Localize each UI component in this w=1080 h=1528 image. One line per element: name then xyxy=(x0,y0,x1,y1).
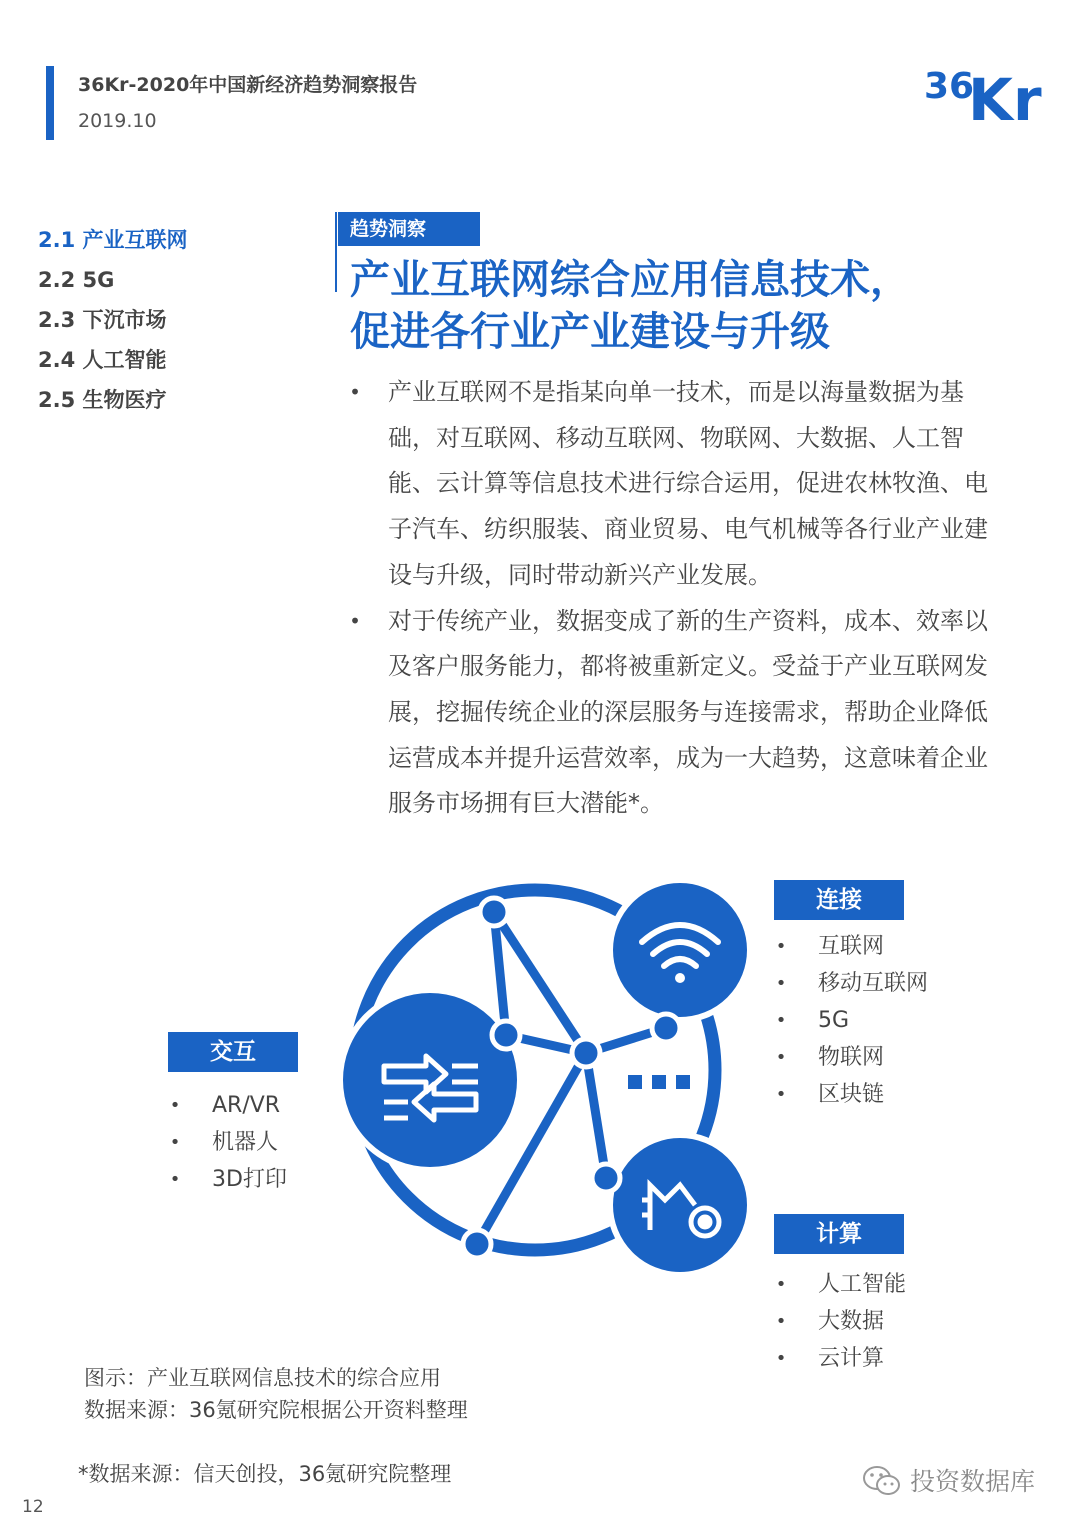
bullet-paragraph xyxy=(345,599,1005,828)
caption-source: 数据来源：36氪研究院根据公开资料整理 xyxy=(84,1398,468,1422)
bullet-dot-icon: • xyxy=(775,1348,787,1369)
list-item: • 互联网 xyxy=(774,928,928,965)
list-item: • 5G xyxy=(774,1002,928,1039)
bullet-dot-icon: • xyxy=(169,1095,181,1116)
bullet-dot-icon: • xyxy=(349,380,361,404)
list-item: • 机器人 xyxy=(168,1124,287,1161)
list-item: • 大数据 xyxy=(774,1303,906,1340)
bullet-paragraph xyxy=(345,370,1005,599)
list-item: • 区块链 xyxy=(774,1076,928,1113)
bullet-dot-icon: • xyxy=(775,936,787,957)
section-nav xyxy=(38,224,188,424)
report-title: 36Kr-2020年中国新经济趋势洞察报告 xyxy=(78,74,418,96)
list-item: • AR/VR xyxy=(168,1087,287,1124)
wechat-icon xyxy=(862,1464,902,1498)
bullet-dot-icon: • xyxy=(349,608,361,633)
toc-item-lower-tier-market[interactable]: 2.3 下沉市场 xyxy=(38,308,167,332)
list-item: • 移动互联网 xyxy=(774,965,928,1002)
interact-node xyxy=(340,990,520,1170)
bullet-dot-icon: • xyxy=(775,1047,787,1068)
bullet-dot-icon: • xyxy=(775,1274,787,1295)
interact-label: 交互 xyxy=(168,1032,298,1072)
compute-list xyxy=(774,1266,906,1377)
bullet-dot-icon: • xyxy=(775,1311,787,1332)
ellipsis-icon xyxy=(628,1075,690,1089)
connect-label: 连接 xyxy=(774,880,904,920)
36kr-logo xyxy=(924,58,1044,128)
section-tag: 趋势洞察 xyxy=(338,212,480,246)
bullet-dot-icon: • xyxy=(775,973,787,994)
bullet-text: 产业互联网不是指某向单一技术，而是以海量数据为基础，对互联网、移动互联网、物联网、大数据、人工智能、云计算等信息技术进行综合运用，促进农林牧渔、电子汽车、纺织服装、商业贸易、电气机械等各行业产业建设与升级，同时带动新兴产业发展。 xyxy=(388,378,988,589)
report-date: 2019.10 xyxy=(78,110,157,132)
interact-list xyxy=(168,1087,287,1198)
list-item: • 人工智能 xyxy=(774,1266,906,1303)
headline xyxy=(350,254,910,358)
header-accent-bar xyxy=(46,66,54,140)
list-item: • 云计算 xyxy=(774,1340,906,1377)
caption-title: 图示：产业互联网信息技术的综合应用 xyxy=(84,1366,441,1390)
connect-node xyxy=(610,880,750,1020)
compute-node xyxy=(610,1135,750,1275)
bullet-dot-icon: • xyxy=(169,1169,181,1190)
bullet-dot-icon: • xyxy=(169,1132,181,1153)
svg-text:Kr: Kr xyxy=(968,66,1042,128)
figure-caption xyxy=(84,1362,468,1426)
list-item: • 3D打印 xyxy=(168,1161,287,1198)
toc-item-industrial-internet[interactable]: 2.1 产业互联网 xyxy=(38,228,188,252)
toc-item-ai[interactable]: 2.4 人工智能 xyxy=(38,348,167,372)
bullet-dot-icon: • xyxy=(775,1010,787,1031)
watermark-text: 投资数据库 xyxy=(910,1467,1036,1496)
toc-item-5g[interactable]: 2.2 5G xyxy=(38,268,115,292)
bullet-dot-icon: • xyxy=(775,1084,787,1105)
connect-list xyxy=(774,928,928,1113)
headline-line-2: 促进各行业产业建设与升级 xyxy=(350,309,830,355)
list-item: • 物联网 xyxy=(774,1039,928,1076)
compute-label: 计算 xyxy=(774,1214,904,1254)
svg-text:36: 36 xyxy=(924,66,975,107)
bullet-text: 对于传统产业，数据变成了新的生产资料，成本、效率以及客户服务能力，都将被重新定义。受益于产业互联网发展，挖掘传统企业的深层服务与连接需求，帮助企业降低运营成本并提升运营效率，成为一大趋势，这意味着企业服务市场拥有巨大潜能*。 xyxy=(388,606,988,818)
footnote: *数据来源：信天创投，36氪研究院整理 xyxy=(78,1462,452,1486)
toc-item-biomedical[interactable]: 2.5 生物医疗 xyxy=(38,388,167,412)
page-number: 12 xyxy=(22,1497,44,1517)
tag-accent-line xyxy=(335,212,337,292)
tech-integration-diagram xyxy=(320,870,770,1290)
headline-line-1: 产业互联网综合应用信息技术， xyxy=(350,257,910,303)
body-bullets xyxy=(345,370,1005,827)
